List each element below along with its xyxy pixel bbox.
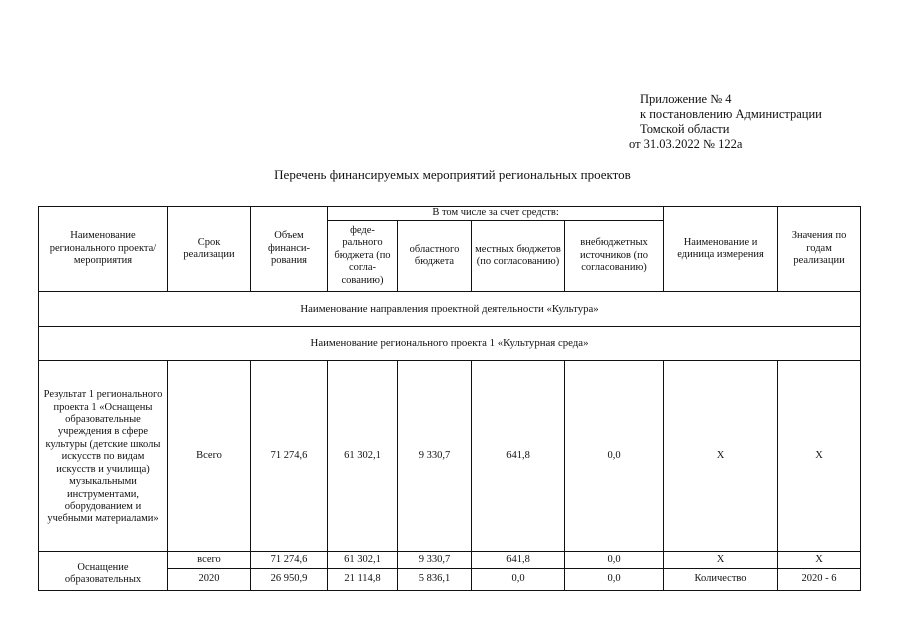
activity-extra: 0,0	[565, 552, 664, 569]
activity-volume: 26 950,9	[251, 569, 328, 591]
table-row	[39, 361, 861, 552]
header-regional: областного бюджета	[398, 221, 472, 292]
table-row	[39, 552, 861, 569]
appendix-date: от 31.03.2022 № 122а	[629, 137, 743, 151]
activity-period: 2020	[168, 569, 251, 591]
activity-indicator: X	[664, 552, 778, 569]
result-indicator: X	[664, 361, 778, 552]
header-name: Наименование регионального проекта/ мероприятия	[39, 207, 168, 292]
document-title: Перечень финансируемых мероприятий региональных проектов	[274, 167, 631, 182]
result-values: X	[778, 361, 861, 552]
result-volume: 71 274,6	[251, 361, 328, 552]
appendix-resolution: к постановлению Администрации	[640, 107, 822, 121]
section-direction: Наименование направления проектной деятельности «Культура»	[39, 292, 861, 327]
header-period: Срок реализации	[168, 207, 251, 292]
header-extra: внебюджетных источников (по согласованию)	[565, 221, 664, 292]
appendix-number: Приложение № 4	[640, 92, 732, 106]
result-extra: 0,0	[565, 361, 664, 552]
activity-name: Оснащение образовательных	[39, 552, 168, 591]
activity-local: 641,8	[472, 552, 565, 569]
header-indicator: Наименование и единица измерения	[664, 207, 778, 292]
activity-extra: 0,0	[565, 569, 664, 591]
section-row	[39, 292, 861, 327]
activity-volume: 71 274,6	[251, 552, 328, 569]
activity-indicator: Количество	[664, 569, 778, 591]
activity-regional: 9 330,7	[398, 552, 472, 569]
header-row	[39, 207, 861, 221]
result-regional: 9 330,7	[398, 361, 472, 552]
activity-period: всего	[168, 552, 251, 569]
header-sources-group: В том числе за счет средств:	[328, 207, 664, 221]
section-project: Наименование регионального проекта 1 «Культурная среда»	[39, 327, 861, 361]
header-volume: Объем финанси-рования	[251, 207, 328, 292]
activity-values: X	[778, 552, 861, 569]
header-values: Значения по годам реализации	[778, 207, 861, 292]
financing-table	[38, 206, 861, 591]
activity-federal: 21 114,8	[328, 569, 398, 591]
activity-values: 2020 - 6	[778, 569, 861, 591]
appendix-block	[629, 92, 869, 152]
activity-local: 0,0	[472, 569, 565, 591]
section-row	[39, 327, 861, 361]
activity-regional: 5 836,1	[398, 569, 472, 591]
result-federal: 61 302,1	[328, 361, 398, 552]
appendix-region: Томской области	[640, 122, 730, 136]
result-name: Результат 1 регионального проекта 1 «Оснащены образовательные учреждения в сфере культуры (детские школы искусств по видам искусств и училища) музыкальными инструментами, оборудованием и учебными материалами»	[39, 361, 168, 552]
result-local: 641,8	[472, 361, 565, 552]
result-period: Всего	[168, 361, 251, 552]
activity-federal: 61 302,1	[328, 552, 398, 569]
header-local: местных бюджетов (по согласованию)	[472, 221, 565, 292]
header-federal: феде-рального бюджета (по согла-сованию)	[328, 221, 398, 292]
